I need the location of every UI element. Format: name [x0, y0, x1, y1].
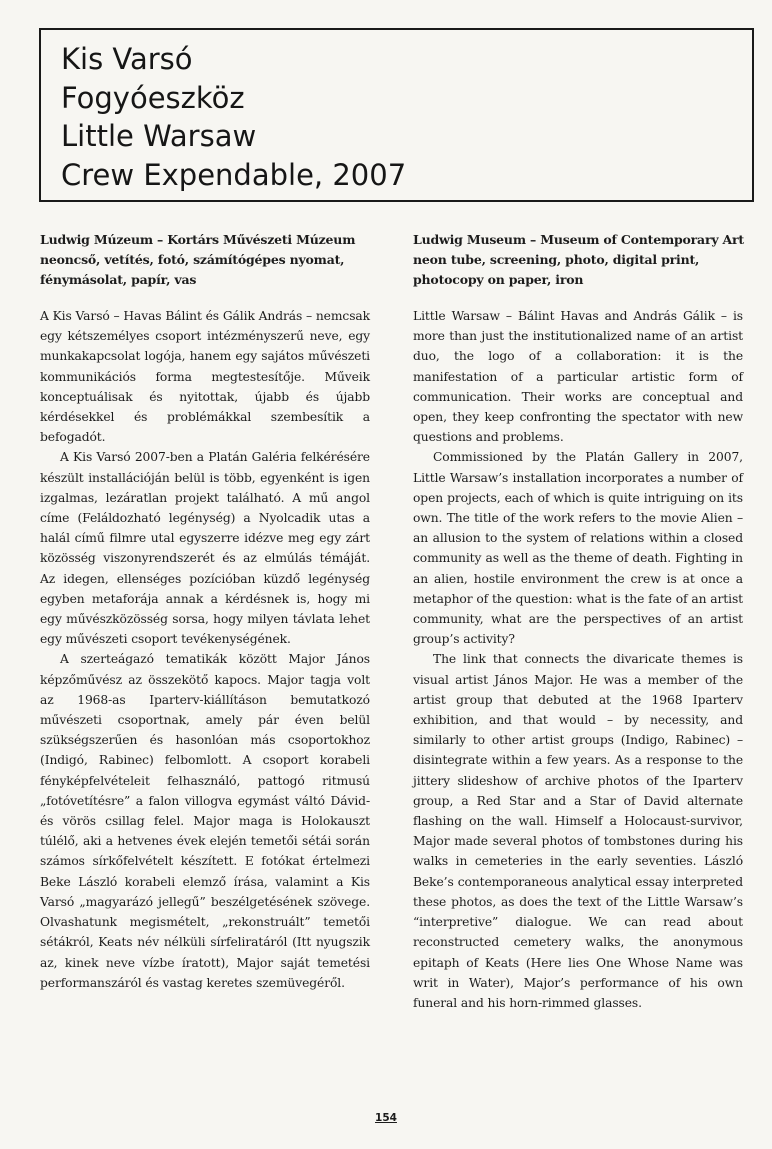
paragraph: A szerteágazó tematikák között Major János képzőművész az összekötő kapocs. Major tagja volt az 1968-as Iparterv-kiállításon bemutatkozó művészeti csoportnak, amely pár éven belül szükségszerűen és hasonlóan más csoportokhoz (Indigó, Rabinec) felbomlott. A csoport korabeli fényképfelvételeit felhasználó, pattogó ritmusú „fotóvetítésre” a falon villogva egymást váltó Dávid- és vörös csillag felel. Major maga is Holokauszt túlélő, aki a hetvenes évek elején temetői sétái során számos sírkőfelvételt készített. E fotókat értelmezi Beke László korabeli elemző írása, valamint a Kis Varsó „magyarázó jellegű” beszélgetésének szövege. Olvashatunk megismételt, „rekonstruált” temetői sétákról, Keats név nélküli sírfeliratáról (Itt nyugszik az, kinek neve vízbe íratott), Major saját temetési performanszáról és vastag keretes szemüvegéről. — [40, 652, 370, 990]
heading-line: photocopy on paper, iron — [413, 272, 584, 287]
hungarian-column — [40, 230, 370, 993]
heading-line: neon tube, screening, photo, digital print, — [413, 252, 700, 267]
english-body — [413, 306, 743, 1013]
hungarian-body — [40, 306, 370, 993]
title-line: Little Warsaw — [61, 119, 257, 153]
paragraph: The link that connects the divaricate themes is visual artist János Major. He was a member of the artist group that debuted at the 1968 Iparterv exhibition, and that would – by necessity, and similarly to other artist groups (Indigo, Rabinec) – disintegrate within a few years. As a response to the jittery slideshow of archive photos of the Iparterv group, a Red Star and a Star of David alternate flashing on the wall. Himself a Holocaust-survivor, Major made several photos of tombstones during his walks in cemeteries in the early seventies. László Beke’s contemporaneous analytical essay interpreted these photos, as does the text of the Little Warsaw’s “interpretive” dialogue. We can read about reconstructed cemetery walks, the anonymous epitaph of Keats (Here lies One Whose Name was writ in Water), Major’s performance of his own funeral and his horn-rimmed glasses. — [413, 652, 743, 1010]
title-line: Fogyóeszköz — [61, 80, 245, 115]
paragraph: Commissioned by the Platán Gallery in 2007, Little Warsaw’s installation incorporates a number of open projects, each of which is quite intriguing on its own. The title of the work refers to the movie Alien – an allusion to the system of relations within a closed community as well as the theme of death. Fighting in an alien, hostile environment the crew is at once a metaphor of the question: what is the fate of an artist community, what are the perspectives of an artist group’s activity? — [413, 450, 743, 647]
paragraph: A Kis Varsó 2007-ben a Platán Galéria felkérésére készült installációján belül is több, egyenként is igen izgalmas, lezáratlan projekt található. A mű angol címe (Feláldozható legénység) a Nyolcadik utas a halál című filmre utal egyszerre idézve meg egy zárt közösség viszonyrendszerét és az elmúlás témáját. Az idegen, ellenséges pozícióban küzdő legénység egyben metaforája annak a kérdésnek is, hogy mi egy művészközösség sorsa, hogy milyen távlata lehet egy művészeti csoport tevékenységének. — [40, 450, 370, 647]
heading-line: Ludwig Múzeum – Kortárs Művészeti Múzeum — [40, 232, 356, 247]
hungarian-heading — [40, 230, 370, 290]
paragraph: Little Warsaw – Bálint Havas and András Gálik – is more than just the institutionalized name of an artist duo, the logo of a collaboration: it is the manifestation of a particular artistic form of communication. Their works are conceptual and open, they keep confronting the spectator with new questions and problems. — [413, 309, 743, 445]
title-line: Kis Varsó — [61, 42, 193, 76]
english-column — [413, 230, 743, 1013]
title-box — [39, 28, 754, 202]
english-heading — [413, 230, 743, 290]
heading-line: neoncső, vetítés, fotó, számítógépes nyomat, — [40, 252, 345, 267]
page-number: 154 — [375, 1112, 397, 1124]
paragraph: A Kis Varsó – Havas Bálint és Gálik András – nemcsak egy kétszemélyes csoport intézményszerű neve, egy munkakapcsolat logója, hanem egy sajátos művészeti kommunikációs forma megtestesítője. Műveik konceptuálisak és nyitottak, újabb és újabb kérdésekkel és problémákkal szembesítik a befogadót. — [40, 309, 370, 445]
heading-line: fénymásolat, papír, vas — [40, 272, 197, 287]
title-line: Crew Expendable, 2007 — [61, 157, 407, 192]
heading-line: Ludwig Museum – Museum of Contemporary Art — [413, 232, 744, 247]
